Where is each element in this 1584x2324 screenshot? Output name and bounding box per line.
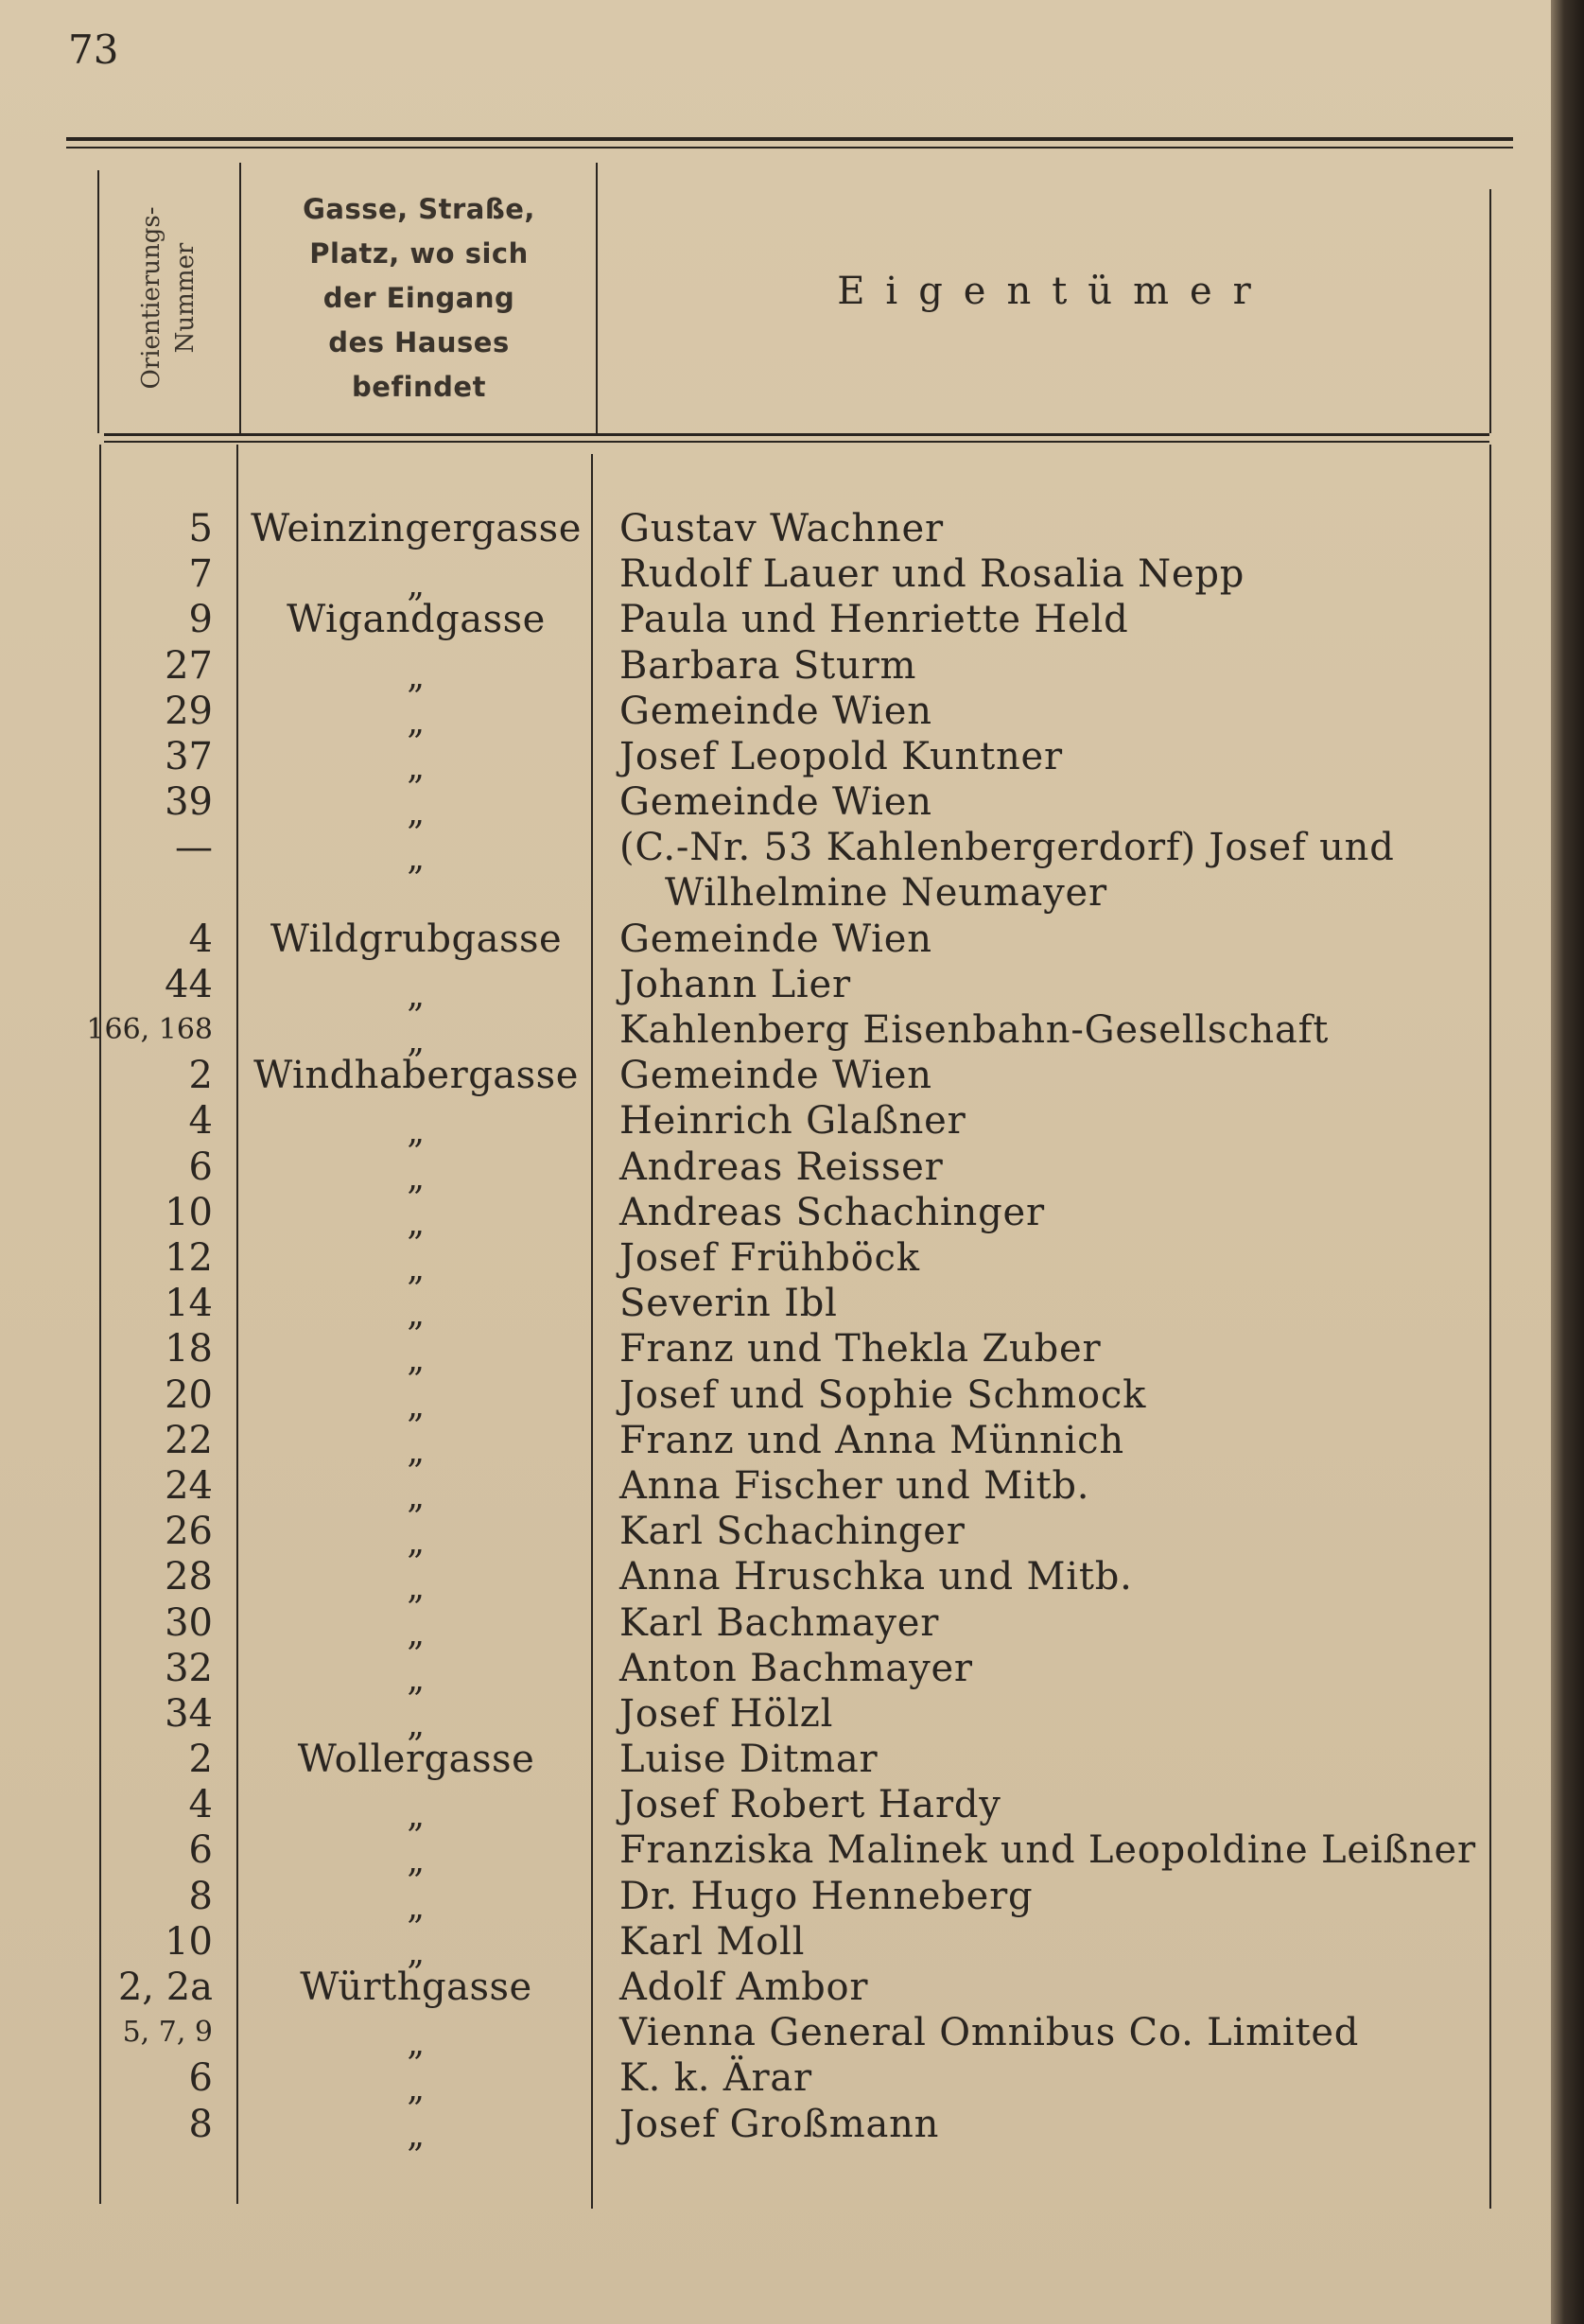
table-row [0,506,1551,551]
owner-name: Gemeinde Wien [619,1054,932,1098]
table-row [0,1737,1551,1782]
table-row [0,1600,1551,1653]
street-name: „ [407,1158,426,1197]
owner-name: Luise Ditmar [619,1738,879,1782]
owner-name: Josef Frühböck [619,1236,920,1281]
street-name: Würthgasse [300,1966,532,2010]
owner-name: Dr. Hugo Henneberg [619,1874,1034,1918]
table-row [0,1646,1551,1699]
page-number: 73 [68,26,119,73]
orientation-number: 6 [188,2056,213,2101]
table-row [0,1235,1551,1289]
street-name: „ [407,566,426,605]
table-row [0,734,1551,787]
table-row [0,779,1551,833]
street-name: Wildgrubgasse [270,917,563,961]
street-name: Windhabergasse [253,1054,579,1098]
owner-line-continued: Wilhelmine Neumayer [665,871,1107,916]
street-name: „ [407,747,426,787]
top-double-rule-thin [66,147,1513,149]
table-row [0,1007,1551,1061]
orientation-number: 8 [188,1874,213,1918]
street-name: „ [407,1887,426,1927]
orientation-number: 5 [188,507,213,550]
table-row [0,1509,1551,1563]
table-row [0,1145,1551,1197]
owner-name: Karl Schachinger [619,1510,966,1554]
street-name: „ [407,794,426,833]
orientation-number: 6 [188,1828,213,1873]
orientation-number: 29 [165,689,213,733]
street-name: „ [407,1477,426,1516]
owner-name: Gustav Wachner [619,507,944,550]
street-name: Wigandgasse [287,598,546,642]
street-name: „ [407,656,426,696]
orientation-number: 28 [165,1555,213,1599]
owner-name: Kahlenberg Eisenbahn-Gesellschaft [619,1008,1330,1053]
owner-name: Rudolf Lauer und Rosalia Nepp [619,552,1245,597]
table-row [0,1691,1551,1744]
orientation-number: 2 [188,1054,213,1098]
table-row [0,1554,1551,1608]
owner-name: Josef Großmann [619,2102,940,2146]
table-row [0,689,1551,742]
owner-name: Barbara Sturm [619,643,917,688]
column-divider [1489,189,1491,433]
owner-name: Gemeinde Wien [619,917,932,961]
street-name: „ [407,2115,426,2155]
street-name: „ [407,1704,426,1744]
orientation-number: 10 [165,1190,213,1234]
orientation-number: 2 [188,1738,213,1782]
orientation-number: 26 [165,1510,213,1554]
street-name: „ [407,1568,426,1608]
owner-name: Franz und Anna Münnich [619,1418,1124,1462]
orientation-number: 4 [188,917,213,961]
owner-name: Adolf Ambor [619,1966,869,2010]
orientation-number: 37 [165,734,213,778]
street-name: „ [407,1932,426,1972]
header-number-label: Orientierungs- Nummer [137,206,200,390]
table-row [0,1372,1551,1425]
orientation-number: — [175,826,213,870]
orientation-number: 7 [188,552,213,597]
owner-name: Anna Fischer und Mitb. [619,1463,1090,1508]
street-name: „ [407,1523,426,1563]
orientation-number: 5, 7, 9 [122,2016,213,2050]
table-row [0,1782,1551,1836]
orientation-number: 24 [165,1463,213,1508]
table-row [0,917,1551,962]
orientation-number: 22 [165,1418,213,1462]
table-row [0,1874,1551,1927]
street-name: „ [407,1659,426,1699]
owner-name [619,825,1485,916]
orientation-number: 32 [165,1646,213,1690]
owner-name: Josef Robert Hardy [619,1783,1001,1827]
owner-name: Franz und Thekla Zuber [619,1327,1102,1372]
street-name: Weinzingergasse [251,507,582,550]
street-name: „ [407,2024,426,2064]
table-row [0,1053,1551,1098]
table-row [0,2102,1551,2155]
table-row [0,1190,1551,1243]
owner-name: Andreas Schachinger [619,1190,1045,1234]
orientation-number: 27 [165,643,213,688]
header-number-column [102,170,235,416]
owner-name: Johann Lier [619,962,851,1006]
owner-name: Gemeinde Wien [619,689,932,733]
column-divider [97,170,99,433]
street-name: „ [407,1796,426,1836]
orientation-number: 2, 2a [117,1966,213,2010]
owner-name: Gemeinde Wien [619,780,932,825]
table-row [0,2055,1551,2109]
owner-name: Karl Bachmayer [619,1600,940,1645]
column-divider [596,163,598,433]
table-row [0,2010,1551,2064]
orientation-number: 14 [165,1282,213,1326]
owner-name: Anna Hruschka und Mitb. [619,1555,1133,1599]
orientation-number: 18 [165,1327,213,1372]
owner-name: Paula und Henriette Held [619,598,1129,642]
table-row [0,1418,1551,1471]
header-street-column: Gasse, Straße, Platz, wo sich der Eingang des Hauses befindet [303,193,535,403]
orientation-number: 20 [165,1372,213,1417]
header-bottom-rule [104,433,1489,436]
orientation-number: 4 [188,1783,213,1827]
orientation-number: 34 [165,1691,213,1736]
header-owner-column: Eigentümer [837,270,1272,313]
table-row [0,962,1551,1015]
table-row [0,825,1551,916]
owner-name: Severin Ibl [619,1282,838,1326]
street-name: „ [407,975,426,1015]
street-name: „ [407,1112,426,1152]
street-name: „ [407,1386,426,1425]
owner-line: (C.-Nr. 53 Kahlenbergerdorf) Josef und [619,826,1395,870]
orientation-number: 9 [188,598,213,642]
street-name: „ [407,1295,426,1335]
header-bottom-rule-thin [104,441,1489,443]
owner-name: Josef Leopold Kuntner [619,734,1063,778]
owner-name: Heinrich Glaßner [619,1099,966,1144]
table-row [0,1281,1551,1335]
owner-name: Karl Moll [619,1919,806,1964]
street-name: „ [407,1842,426,1881]
street-name: „ [407,1340,426,1380]
table-row [0,1965,1551,2010]
table-row [0,1919,1551,1972]
orientation-number: 6 [188,1145,213,1189]
orientation-number: 12 [165,1236,213,1281]
book-spine [1551,0,1584,2324]
street-name: „ [407,2070,426,2109]
street-name: „ [407,1614,426,1653]
table-row [0,1326,1551,1380]
orientation-number: 8 [188,2102,213,2146]
table-row [0,1098,1551,1152]
street-name: „ [407,1249,426,1289]
owner-table [0,506,1551,2155]
orientation-number: 4 [188,1099,213,1144]
table-row [0,1463,1551,1516]
column-divider [239,163,241,433]
orientation-number: 39 [165,780,213,825]
street-name: „ [407,1022,426,1061]
street-name: „ [407,839,426,879]
orientation-number: 166, 168 [86,1013,213,1047]
street-name: „ [407,1203,426,1243]
owner-name: Josef und Sophie Schmock [619,1372,1147,1417]
orientation-number: 10 [165,1919,213,1964]
table-row [0,551,1551,605]
owner-name: K. k. Ärar [619,2056,812,2101]
orientation-number: 30 [165,1600,213,1645]
table-row [0,1827,1551,1881]
owner-name: Franziska Malinek und Leopoldine Leißner [619,1828,1476,1873]
owner-name: Vienna General Omnibus Co. Limited [619,2011,1360,2055]
street-name: Wollergasse [297,1738,535,1782]
table-row [0,597,1551,642]
top-double-rule [66,137,1513,141]
table-row [0,643,1551,696]
owner-name: Andreas Reisser [619,1145,944,1189]
street-name: „ [407,1431,426,1471]
owner-name: Anton Bachmayer [619,1646,973,1690]
owner-name: Josef Hölzl [619,1691,834,1736]
street-name: „ [407,702,426,742]
orientation-number: 44 [165,962,213,1006]
